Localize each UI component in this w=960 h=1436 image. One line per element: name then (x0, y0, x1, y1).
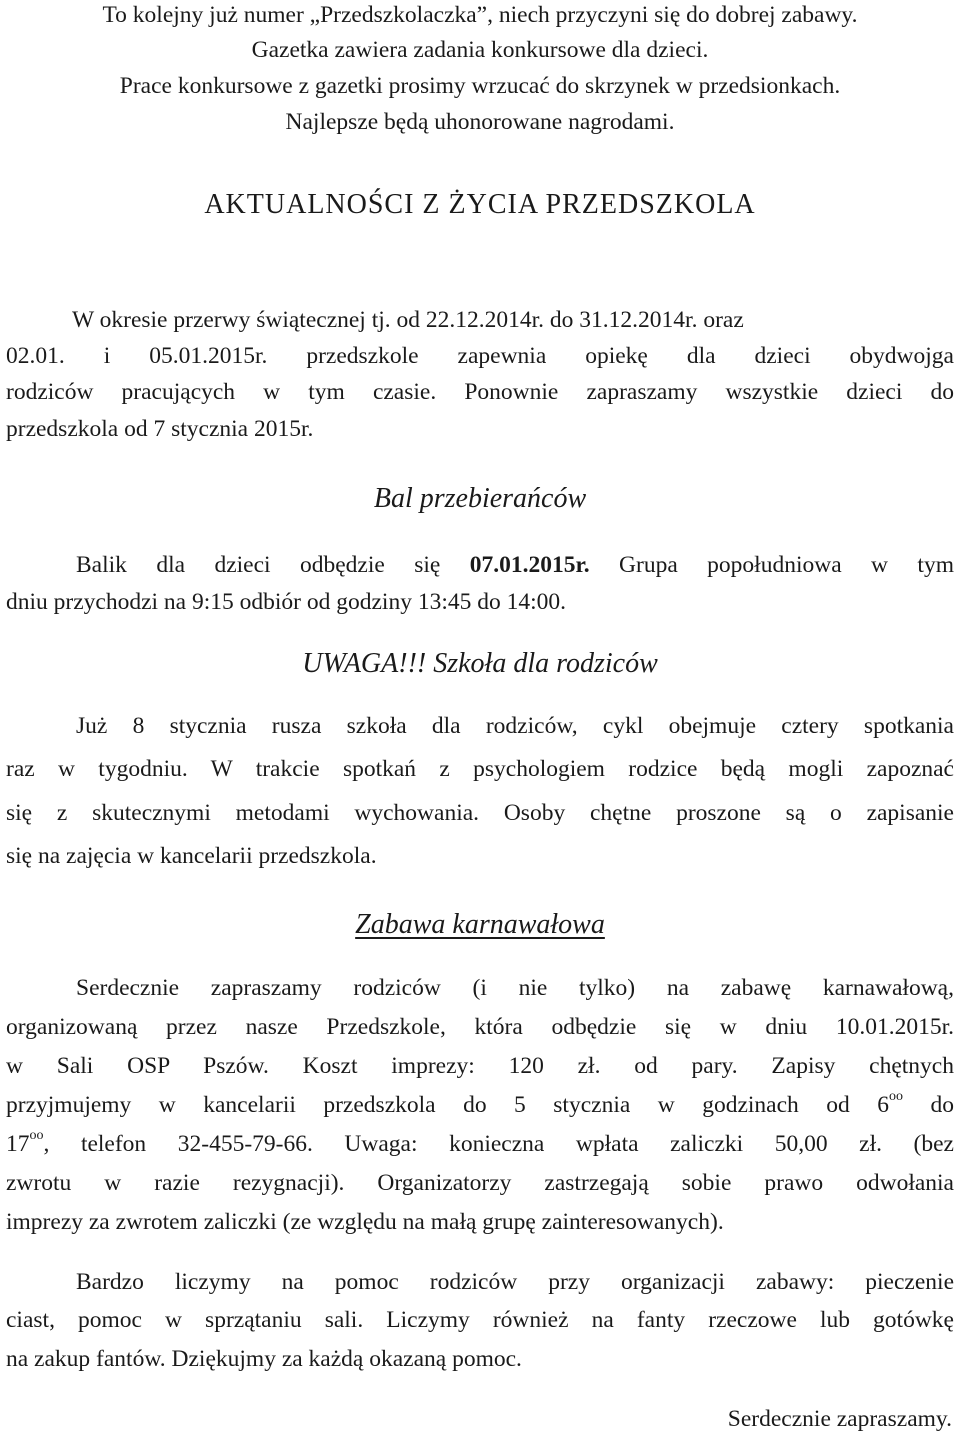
carnival-line-4-pre: przyjmujemy w kancelarii przedszkola do 5 stycznia w godzinach od 6 (6, 1092, 890, 1118)
carnival-line-5 (6, 1129, 954, 1159)
carnival-heading: Zabawa karnawałowa (355, 909, 605, 940)
school-line-1: Już 8 stycznia rusza szkoła dla rodziców, cykl obejmuje cztery spotkania (76, 713, 954, 739)
intro-line-4: Najlepsze będą uhonorowane nagrodami. (285, 109, 675, 135)
superscript-oo: oo (889, 1089, 904, 1104)
ball-line-2: dniu przychodzi na 9:15 odbiór od godziny 13:45 do 14:00. (6, 589, 567, 615)
help-line-1: Bardzo liczymy na pomoc rodziców przy organizacji zabawy: pieczenie (76, 1269, 954, 1295)
carnival-line-1: Serdecznie zapraszamy rodziców (i nie tylko) na zabawę karnawałową, (76, 975, 954, 1001)
superscript-oo: oo (29, 1128, 44, 1143)
intro-line-2: Gazetka zawiera zadania konkursowe dla dzieci. (251, 37, 709, 63)
school-line-3: się z skutecznymi metodami wychowania. Osoby chętne proszone są o zapisanie (6, 800, 954, 826)
carnival-line-5-pre: 17 (6, 1131, 30, 1157)
news-line-4: przedszkola od 7 stycznia 2015r. (6, 416, 314, 442)
intro-line-1: To kolejny już numer „Przedszkolaczka”, niech przyczyni się do dobrej zabawy. (102, 2, 858, 28)
help-line-3: na zakup fantów. Dziękujmy za każdą okazaną pomoc. (6, 1346, 522, 1372)
ball-line-1 (76, 550, 954, 580)
news-line-2: 02.01. i 05.01.2015r. przedszkole zapewnia opiekę dla dzieci obydwojga (6, 343, 954, 369)
ball-date: 07.01.2015r. (469, 552, 590, 578)
carnival-line-3: w Sali OSP Pszów. Koszt imprezy: 120 zł. od pary. Zapisy chętnych (6, 1053, 954, 1079)
school-line-2: raz w tygodniu. W trakcie spotkań z psychologiem rodzice będą mogli zapoznać (6, 756, 954, 782)
ball-heading: Bal przebierańców (373, 483, 587, 514)
carnival-line-7: imprezy za zwrotem zaliczki (ze względu na małą grupę zainteresowanych). (6, 1209, 724, 1235)
news-line-1: W okresie przerwy świątecznej tj. od 22.12.2014r. do 31.12.2014r. oraz (72, 307, 744, 333)
ball-line-1-post: Grupa popołudniowa w tym (589, 552, 954, 578)
ball-line-1-pre: Balik dla dzieci odbędzie się (76, 552, 470, 578)
school-line-4: się na zajęcia w kancelarii przedszkola. (6, 843, 377, 869)
carnival-line-5-post: , telefon 32-455-79-66. Uwaga: konieczna wpłata zaliczki 50,00 zł. (bez (43, 1131, 954, 1157)
intro-line-3: Prace konkursowe z gazetki prosimy wrzucać do skrzynek w przedsionkach. (119, 73, 841, 99)
carnival-line-6: zwrotu w razie rezygnacji). Organizatorzy zastrzegają sobie prawo odwołania (6, 1170, 954, 1196)
news-line-3: rodziców pracujących w tym czasie. Ponownie zapraszamy wszystkie dzieci do (6, 379, 954, 405)
news-heading: AKTUALNOŚCI Z ŻYCIA PRZEDSZKOLA (204, 189, 756, 220)
carnival-line-2: organizowaną przez nasze Przedszkole, która odbędzie się w dniu 10.01.2015r. (6, 1014, 954, 1040)
help-line-2: ciast, pomoc w sprzątaniu sali. Liczymy również na fanty rzeczowe lub gotówkę (6, 1307, 954, 1333)
carnival-line-4 (6, 1090, 954, 1120)
carnival-line-4-post: do (903, 1092, 954, 1118)
closing-line: Serdecznie zapraszamy. (727, 1406, 952, 1432)
school-heading: UWAGA!!! Szkoła dla rodziców (302, 648, 658, 679)
